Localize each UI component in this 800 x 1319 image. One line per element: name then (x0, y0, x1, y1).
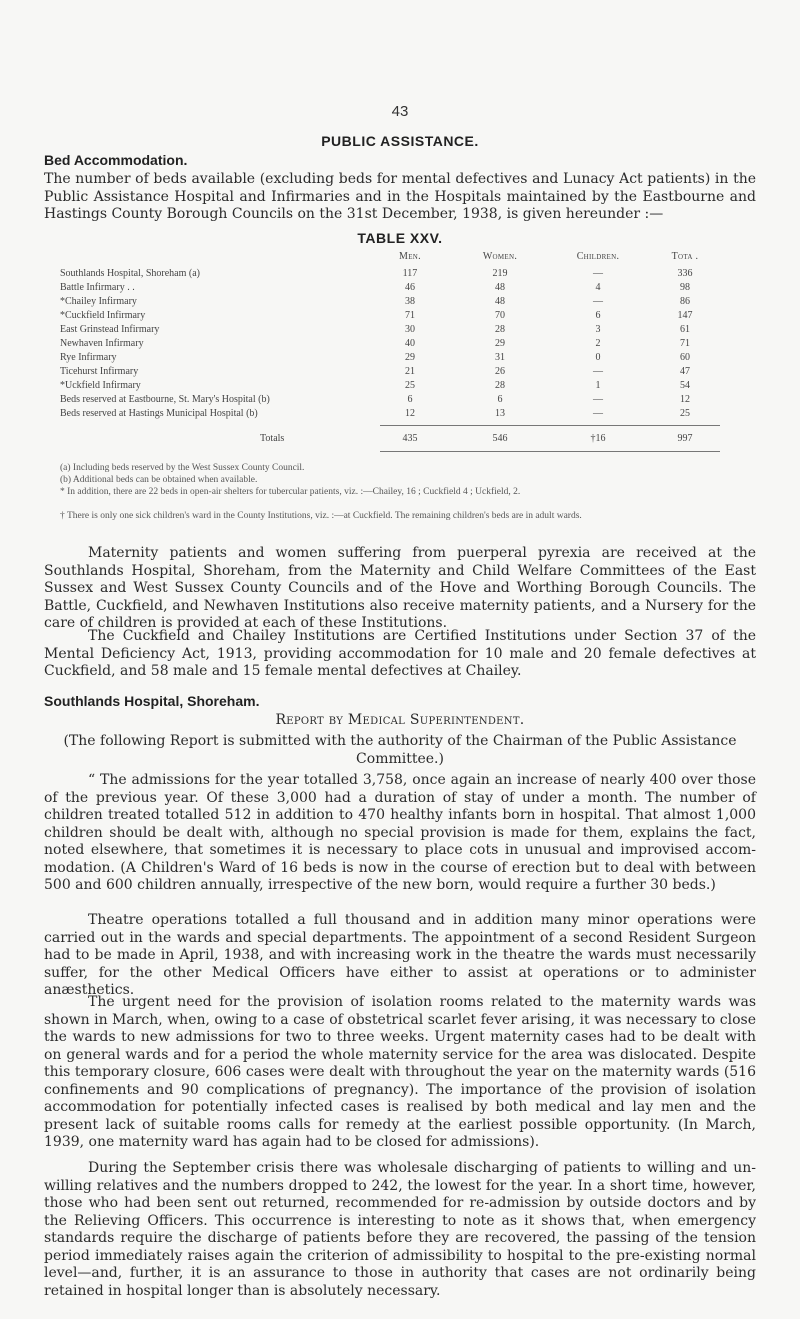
row-children: 1 (595, 380, 601, 391)
row-men: 25 (405, 380, 415, 391)
table-note-dagger: † There is only one sick children's ward in the County Institutions, viz. :—at Cuckfield. The remaining children's beds are in adult wards. (60, 511, 582, 521)
table-totals-row (60, 433, 760, 446)
table-row (60, 324, 760, 337)
row-total: 25 (680, 408, 690, 419)
table-row (60, 380, 760, 393)
row-children: 3 (595, 324, 601, 335)
totals-label: Totals (260, 433, 285, 444)
table-note-b: (b) Additional beds can be obtained when available. (60, 475, 258, 485)
row-children: 0 (595, 352, 601, 363)
certified-paragraph: The Cuckfield and Chailey Institutions are Certified Institutions under Section 37 of the Mental Deficiency Act, 1913, providing accommodation for 10 male and 20 female defectives at Cuckfield, and 58 male and 15 female mental defectives at Chailey. (44, 628, 756, 679)
row-children: — (593, 268, 603, 279)
row-total: 47 (680, 366, 690, 377)
row-men: 29 (405, 352, 415, 363)
row-men: 6 (407, 394, 413, 405)
table-row (60, 282, 760, 295)
table-row (60, 296, 760, 309)
row-women: 48 (495, 282, 505, 293)
section-title-public-assistance: PUBLIC ASSISTANCE. (321, 133, 479, 149)
row-name: Ticehurst Infirmary (60, 366, 139, 377)
row-women: 26 (495, 366, 505, 377)
row-total: 98 (680, 282, 690, 293)
table-row (60, 394, 760, 407)
row-total: 71 (680, 338, 690, 349)
row-women: 31 (495, 352, 505, 363)
row-men: 117 (402, 268, 418, 279)
row-total: 336 (677, 268, 693, 279)
report-paragraph-crisis: During the September crisis there was wholesale discharging of patients to willing and un-willing relatives and the numbers dropped to 242, the lowest for the year. In a short time, however, those who had been sent out returned, recommended for re-admission by outside doctors and by the Relieving Officers. This occurrence is interesting to note as it shows that, when emergency standards require the discharge of patients before they are recovered, the passing of the tension period immediately raises again the criterion of admissibility to hospital to the pre-existing normal level—and, further, it is an assurance to those in authority that cases are not ordinarily being retained in hospital longer than is absolutely necessary. (44, 1160, 756, 1299)
row-total: 12 (680, 394, 690, 405)
row-total: 61 (680, 324, 690, 335)
row-children: 4 (595, 282, 601, 293)
row-children: — (593, 408, 603, 419)
row-total: 54 (680, 380, 690, 391)
intro-paragraph: The number of beds available (excluding beds for mental defectives and Lunacy Act patients) in the Public Assistance Hospital and Infirmaries and in the Hospitals maintained by the Eastbourne and Hastings County Borough Councils on the 31st December, 1938, is given hereunder :— (44, 171, 756, 222)
header-men: Men. (399, 251, 421, 262)
row-children: — (593, 366, 603, 377)
row-women: 28 (495, 380, 505, 391)
row-women: 6 (497, 394, 503, 405)
table-row (60, 310, 760, 323)
row-total: 60 (680, 352, 690, 363)
row-men: 71 (405, 310, 415, 321)
report-paragraph-admissions: “ The admissions for the year totalled 3,758, once again an increase of nearly 400 over those of the previous year. Of these 3,000 had a duration of stay of under a month. The number of children treated totalled 512 in addition to 470 healthy infants born in hospital. That almost 1,000 children should be dealt with, although no special provision is made for them, explains the fact, noted elsewhere, that sometimes it is necessary to place cots in unusual and improvised accom-modation. (A Children's Ward of 16 beds is now in the course of erection but to deal with between 500 and 600 children annually, irrespective of the new born, would require a further 30 beds.) (44, 772, 756, 893)
table-row (60, 352, 760, 365)
table-row (60, 338, 760, 351)
row-name: *Chailey Infirmary (60, 296, 137, 307)
totals-children: †16 (590, 433, 606, 444)
row-women: 29 (495, 338, 505, 349)
row-children: 2 (595, 338, 601, 349)
row-children: — (593, 394, 603, 405)
row-men: 30 (405, 324, 415, 335)
row-name: Beds reserved at Hastings Municipal Hospital (b) (60, 408, 258, 419)
page-number: 43 (391, 103, 409, 120)
table-rule-bottom (380, 451, 720, 452)
totals-women: 546 (492, 433, 508, 444)
subsection-heading-bed-accommodation: Bed Accommodation. (44, 152, 188, 168)
table-row (60, 408, 760, 421)
table-row (60, 268, 760, 281)
header-children: Children. (576, 251, 620, 262)
row-name: Southlands Hospital, Shoreham (a) (60, 268, 200, 279)
row-name: Newhaven Infirmary (60, 338, 144, 349)
header-women: Women. (482, 251, 518, 262)
row-men: 38 (405, 296, 415, 307)
header-total: Tota . (671, 251, 699, 262)
totals-total: 997 (677, 433, 693, 444)
table-title: TABLE XXV. (357, 230, 443, 246)
row-name: Rye Infirmary (60, 352, 117, 363)
row-total: 147 (677, 310, 693, 321)
row-men: 12 (405, 408, 415, 419)
row-women: 219 (492, 268, 508, 279)
table-rule-top (380, 425, 720, 426)
row-women: 70 (495, 310, 505, 321)
report-paragraph-theatre: Theatre operations totalled a full thousand and in addition many minor operations were carried out in the wards and special departments. The appointment of a second Resident Surgeon had to be made in April, 1938, and with increasing work in the theatre the wards must necessarily suffer, for the other Medical Officers have either to assist at operations or to administer anæsthetics. (44, 912, 756, 998)
row-name: *Uckfield Infirmary (60, 380, 141, 391)
row-men: 46 (405, 282, 415, 293)
row-children: 6 (595, 310, 601, 321)
table-note-a: (a) Including beds reserved by the West Sussex County Council. (60, 463, 305, 473)
table-note-asterisk: * In addition, there are 22 beds in open-air shelters for tubercular patients, viz. :—Chailey, 16 ; Cuckfield 4 ; Uckfield, 2. (60, 487, 521, 497)
row-children: — (593, 296, 603, 307)
report-heading: Report by Medical Superintendent. (275, 712, 525, 728)
row-men: 40 (405, 338, 415, 349)
row-women: 13 (495, 408, 505, 419)
row-name: Battle Infirmary . . (60, 282, 135, 293)
row-women: 48 (495, 296, 505, 307)
row-name: East Grinstead Infirmary (60, 324, 160, 335)
southlands-heading: Southlands Hospital, Shoreham. (44, 693, 260, 709)
maternity-paragraph: Maternity patients and women suffering from puerperal pyrexia are received at the Southlands Hospital, Shoreham, from the Maternity and Child Welfare Committees of the East Sussex and West Sussex County Councils and of the Hove and Worthing Borough Councils. The Battle, Cuckfield, and Newhaven Institutions also receive maternity patients, and a Nursery for the care of children is provided at each of these Institutions. (44, 545, 756, 631)
report-paragraph-isolation: The urgent need for the provision of isolation rooms related to the maternity wards was shown in March, when, owing to a case of obstetrical scarlet fever arising, it was necessary to close the wards to new admissions for two to three weeks. Urgent maternity cases had to be dealt with on general wards and for a period the whole maternity service for the area was dislocated. Despite this temporary closure, 606 cases were dealt with throughout the year on the maternity wards (516 confinements and 90 complications of pregnancy). The importance of the provision of isolation accommodation for potentially infected cases is realised by both medical and lay men and the present lack of suitable rooms calls for remedy at the earliest possible opportunity. (In March, 1939, one maternity ward has again had to be closed for admissions). (44, 994, 756, 1150)
row-name: *Cuckfield Infirmary (60, 310, 146, 321)
table-row (60, 366, 760, 379)
row-name: Beds reserved at Eastbourne, St. Mary's Hospital (b) (60, 394, 270, 405)
row-women: 28 (495, 324, 505, 335)
row-total: 86 (680, 296, 690, 307)
report-intro: (The following Report is submitted with the authority of the Chairman of the Public Assistance Committee.) (63, 733, 737, 767)
totals-men: 435 (402, 433, 418, 444)
row-men: 21 (405, 366, 415, 377)
